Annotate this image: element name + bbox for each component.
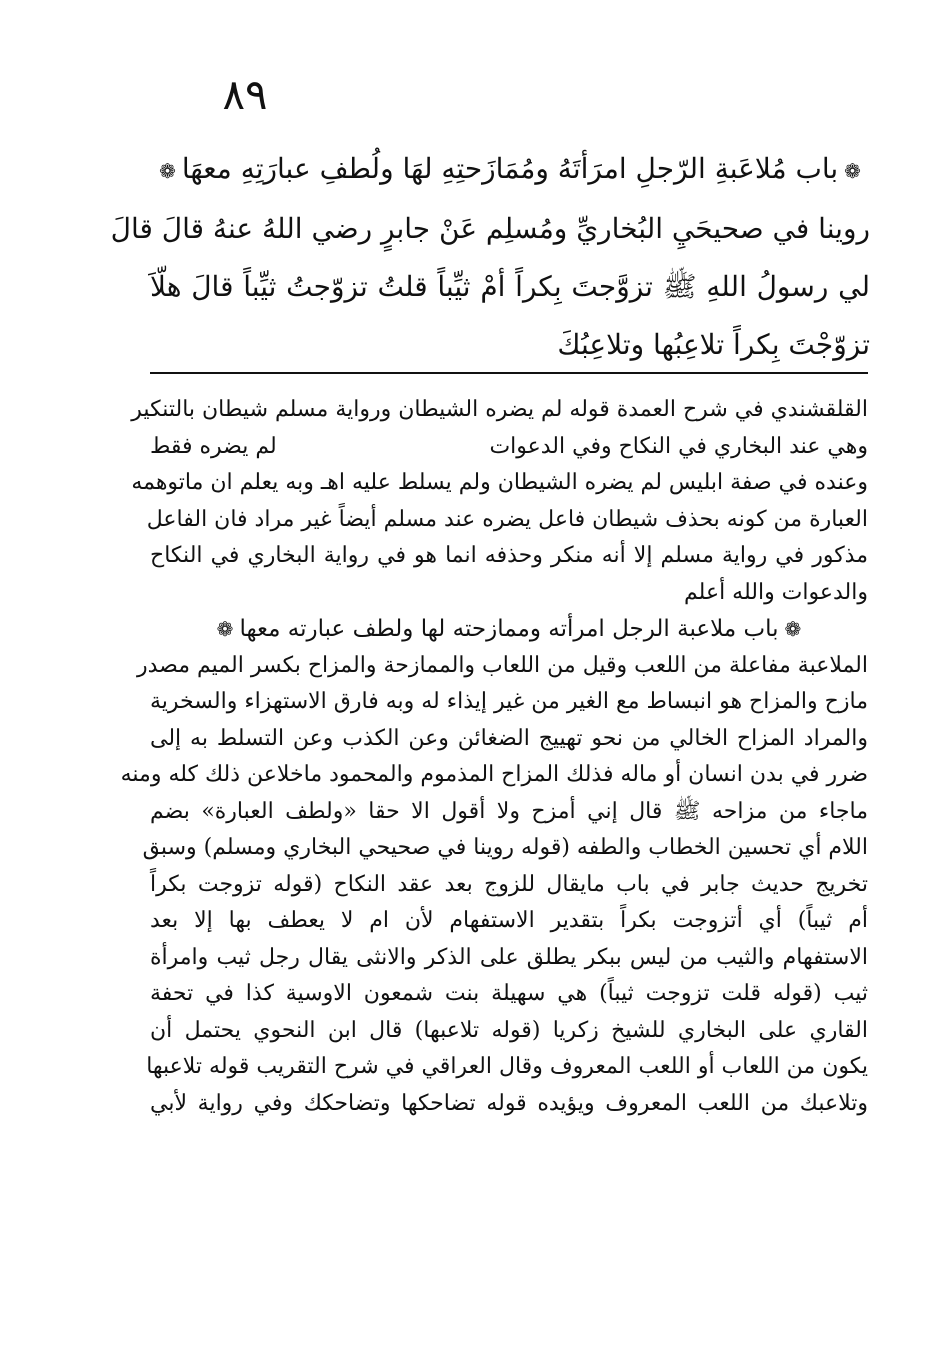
commentary-line: ضرر في بدن انسان أو ماله فذلك المزاح المذموم والمحمود ماخلاعن ذلك كله ومنه — [120, 762, 868, 787]
commentary-line: القاري على البخاري للشيخ زكريا (قوله تلاعبها) قال ابن النحوي يحتمل أن — [150, 1017, 868, 1043]
commentary-line: الملاعبة مفاعلة من اللعب وقيل من اللعاب والممازحة والمزاح بكسر الميم مصدر — [136, 652, 868, 678]
commentary-line: وتلاعبك من اللعب المعروف ويؤيده قوله تضاحكها وتضاحكك وفي رواية لأبي — [150, 1090, 868, 1116]
ornament-icon: ❁ — [844, 159, 861, 183]
commentary-line-left: لم يضره فقط — [150, 433, 277, 459]
commentary-line-right: وهي عند البخاري في النكاح وفي الدعوات — [489, 433, 868, 459]
matn-line: لي رسولُ اللهِ ﷺ تزوَّجتَ بِكراً أمْ ثيِّباً قلتُ تزوّجتُ ثيِّباً قالَ هلّاَ — [150, 270, 870, 303]
commentary-heading-text: باب ملاعبة الرجل امرأته وممازحته لها ولطف عبارته معها — [239, 616, 779, 642]
commentary-line — [150, 429, 868, 466]
commentary-line: يكون من اللعاب أو اللعب المعروف وقال العراقي في شرح التقريب قوله تلاعبها — [146, 1054, 868, 1079]
commentary-line: ثيب (قوله قلت تزوجت ثيباً) هي سهيلة بنت شمعون الاوسية كذا في تحفة — [150, 981, 868, 1006]
matn-text-block — [110, 140, 870, 374]
commentary-line: الاستفهام والثيب من ليس ببكر يطلق على الذكر والانثى يقال رجل ثيب وامرأة — [150, 944, 868, 970]
matn-heading-text: باب مُلاعَبةِ الرّجلِ امرَأتَهُ ومُمَازَحتِهِ لهَا ولُطفِ عبارَتِهِ معهَا — [181, 152, 839, 185]
ornament-icon: ❁ — [216, 617, 234, 641]
commentary-line: العبارة من كونه بحذف شيطان فاعل يضره عند مسلم أيضاً غير مراد فان الفاعل — [146, 506, 868, 532]
commentary-line: وعنده في صفة ابليس لم يضره الشيطان ولم يسلط عليه اهـ وبه يعلم ان ماتوهمه — [131, 470, 868, 495]
commentary-line: اللام أي تحسين الخطاب والطفه (قوله روينا في صحيحي البخاري ومسلم) وسبق — [142, 835, 868, 860]
commentary-chapter-heading — [150, 611, 868, 648]
commentary-line: والدعوات والله أعلم — [684, 579, 868, 605]
matn-line: تزوّجْتَ بِكراً تلاعِبُها وتلاعِبُكَ — [557, 328, 870, 361]
commentary-line: مازح والمزاح هو انبساط مع الغير من غير إيذاء له وبه فارق الاستهزاء والسخرية — [150, 689, 868, 714]
page-number: ٨٩ — [222, 70, 268, 119]
commentary-block — [120, 392, 869, 1122]
footnote-separator — [150, 372, 868, 374]
commentary-line: والمراد المزاح الخالي من نحو تهييج الضغائن وعن الكذب وعن التسلط به إلى — [150, 725, 868, 751]
ornament-icon: ❁ — [784, 617, 802, 641]
ornament-icon: ❁ — [159, 159, 176, 183]
matn-chapter-heading — [150, 140, 870, 200]
commentary-line: تخريج حديث جابر في باب مايقال للزوج بعد عقد النكاح (قوله تزوجت بكراً — [150, 871, 868, 897]
commentary-line: ماجاء من مزاحه ﷺ قال إني أمزح ولا أقول الا حقا «ولطف العبارة» بضم — [150, 798, 868, 824]
commentary-line: أم ثيباً) أي أتزوجت بكراً بتقدير الاستفهام لأن ام لا يعطف بها إلا بعد — [150, 908, 868, 933]
commentary-line: القلقشندي في شرح العمدة قوله لم يضره الشيطان ورواية مسلم شيطان بالتنكير — [131, 397, 868, 422]
commentary-line: مذكور في رواية مسلم إلا أنه منكر وحذفه انما هو في رواية البخاري في النكاح — [150, 543, 869, 568]
matn-line: روينا في صحيحَيِ البُخاريِّ ومُسلِم عَنْ جابرٍ رضي اللهُ عنهُ قالَ قالَ — [110, 212, 870, 245]
